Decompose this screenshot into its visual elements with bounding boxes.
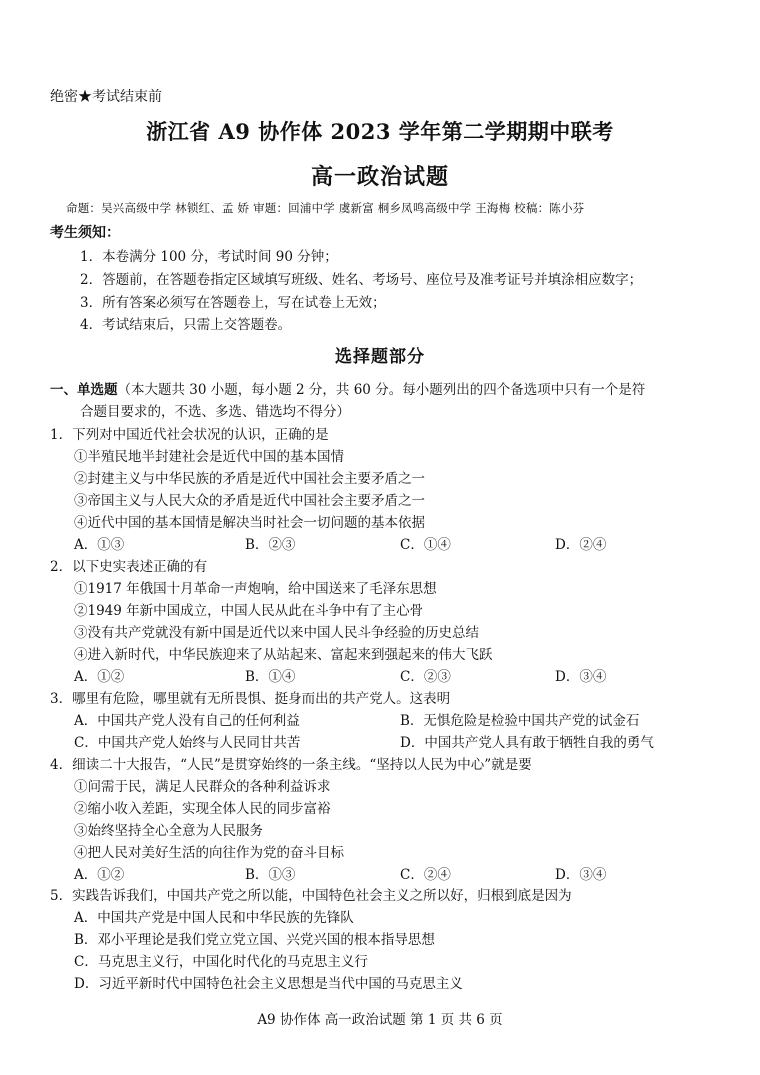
answer-option: C．中国共产党人始终与人民同甘共苦 (74, 735, 301, 751)
notice-item: 1．本卷满分 100 分，考试时间 90 分钟； (80, 249, 338, 265)
answer-option: A．①② (74, 669, 125, 685)
answer-option: D．②④ (555, 537, 607, 553)
question-item: ②封建主义与中华民族的矛盾是近代中国社会主要矛盾之一 (74, 471, 425, 487)
exam-subtitle: 高一政治试题 (310, 164, 449, 190)
answer-option: D．中国共产党人具有敢于牺牲自我的勇气 (400, 735, 654, 751)
notice-item: 4．考试结束后，只需上交答题卷。 (80, 317, 292, 333)
answer-option: D．③④ (555, 669, 607, 685)
answer-option: B．①③ (245, 867, 296, 883)
answer-option: D．③④ (555, 867, 607, 883)
question-stem: 5．实践告诉我们，中国共产党之所以能，中国特色社会主义之所以好，归根到底是因为 (50, 888, 572, 904)
answer-option: A．中国共产党是中国人民和中华民族的先锋队 (74, 910, 354, 926)
question-item: ②1949 年新中国成立，中国人民从此在斗争中有了主心骨 (74, 603, 424, 619)
question-item: ④进入新时代，中华民族迎来了从站起来、富起来到强起来的伟大飞跃 (74, 647, 493, 663)
notice-item: 3．所有答案必须写在答题卷上，写在试卷上无效； (80, 295, 386, 311)
question-item: ①1917 年俄国十月革命一声炮响，给中国送来了毛泽东思想 (74, 581, 437, 597)
exam-title: 浙江省 A9 协作体 2023 学年第二学期期中联考 (146, 119, 614, 144)
question-item: ③帝国主义与人民大众的矛盾是近代中国社会主要矛盾之一 (74, 493, 425, 509)
answer-option: B．无惧危险是检验中国共产党的试金石 (400, 713, 640, 729)
question-item: ①问需于民，满足人民群众的各种利益诉求 (74, 779, 331, 795)
question-item: ②缩小收入差距，实现全体人民的同步富裕 (74, 801, 331, 817)
authors-line: 命题：吴兴高级中学 林锁红、孟 娇 审题：回浦中学 虞新富 桐乡凤鸣高级中学 王海梅 校稿：陈小芬 (66, 201, 585, 215)
answer-option: A．中国共产党人没有自己的任何利益 (74, 713, 300, 729)
answer-option: B．邓小平理论是我们党立党立国、兴党兴国的根本指导思想 (74, 932, 435, 948)
question-item: ③始终坚持全心全意为人民服务 (74, 823, 263, 839)
part-label: 一、单选题 (50, 382, 118, 398)
answer-option: C．①④ (400, 537, 451, 553)
answer-option: B．①④ (245, 669, 296, 685)
answer-option: C．②④ (400, 867, 451, 883)
answer-option: C．马克思主义行，中国化时代化的马克思主义行 (74, 954, 368, 970)
question-item: ④把人民对美好生活的向往作为党的奋斗目标 (74, 845, 344, 861)
question-stem: 1．下列对中国近代社会状况的认识，正确的是 (50, 427, 329, 443)
question-item: ④近代中国的基本国情是解决当时社会一切问题的基本依据 (74, 515, 425, 531)
question-item: ①半殖民地半封建社会是近代中国的基本国情 (74, 449, 344, 465)
part-description: （本大题共 30 小题，每小题 2 分，共 60 分。每小题列出的四个备选项中只有一个是符 (117, 382, 646, 398)
answer-option: D．习近平新时代中国特色社会主义思想是当代中国的马克思主义 (74, 976, 463, 992)
question-stem: 2．以下史实表述正确的有 (50, 559, 208, 575)
part-heading (50, 378, 645, 398)
notice-heading: 考生须知： (50, 225, 120, 241)
answer-option: B．②③ (245, 537, 296, 553)
section-title: 选择题部分 (335, 347, 425, 367)
page-footer: A9 协作体 高一政治试题 第 1 页 共 6 页 (257, 1012, 503, 1028)
answer-option: C．②③ (400, 669, 451, 685)
answer-option: A．①③ (74, 537, 125, 553)
notice-item: 2．答题前，在答题卷指定区域填写班级、姓名、考场号、座位号及准考证号并填涂相应数字； (80, 272, 643, 288)
question-item: ③没有共产党就没有新中国是近代以来中国人民斗争经验的历史总结 (74, 625, 479, 641)
confidential-label: 绝密★考试结束前 (50, 89, 162, 105)
question-stem: 3．哪里有危险，哪里就有无所畏惧、挺身而出的共产党人。这表明 (50, 691, 451, 707)
part-description-cont: 合题目要求的，不选、多选、错选均不得分） (80, 404, 350, 420)
question-stem: 4．细读二十大报告，“人民”是贯穿始终的一条主线。“坚持以人民为中心”就是要 (50, 757, 532, 773)
answer-option: A．①② (74, 867, 125, 883)
